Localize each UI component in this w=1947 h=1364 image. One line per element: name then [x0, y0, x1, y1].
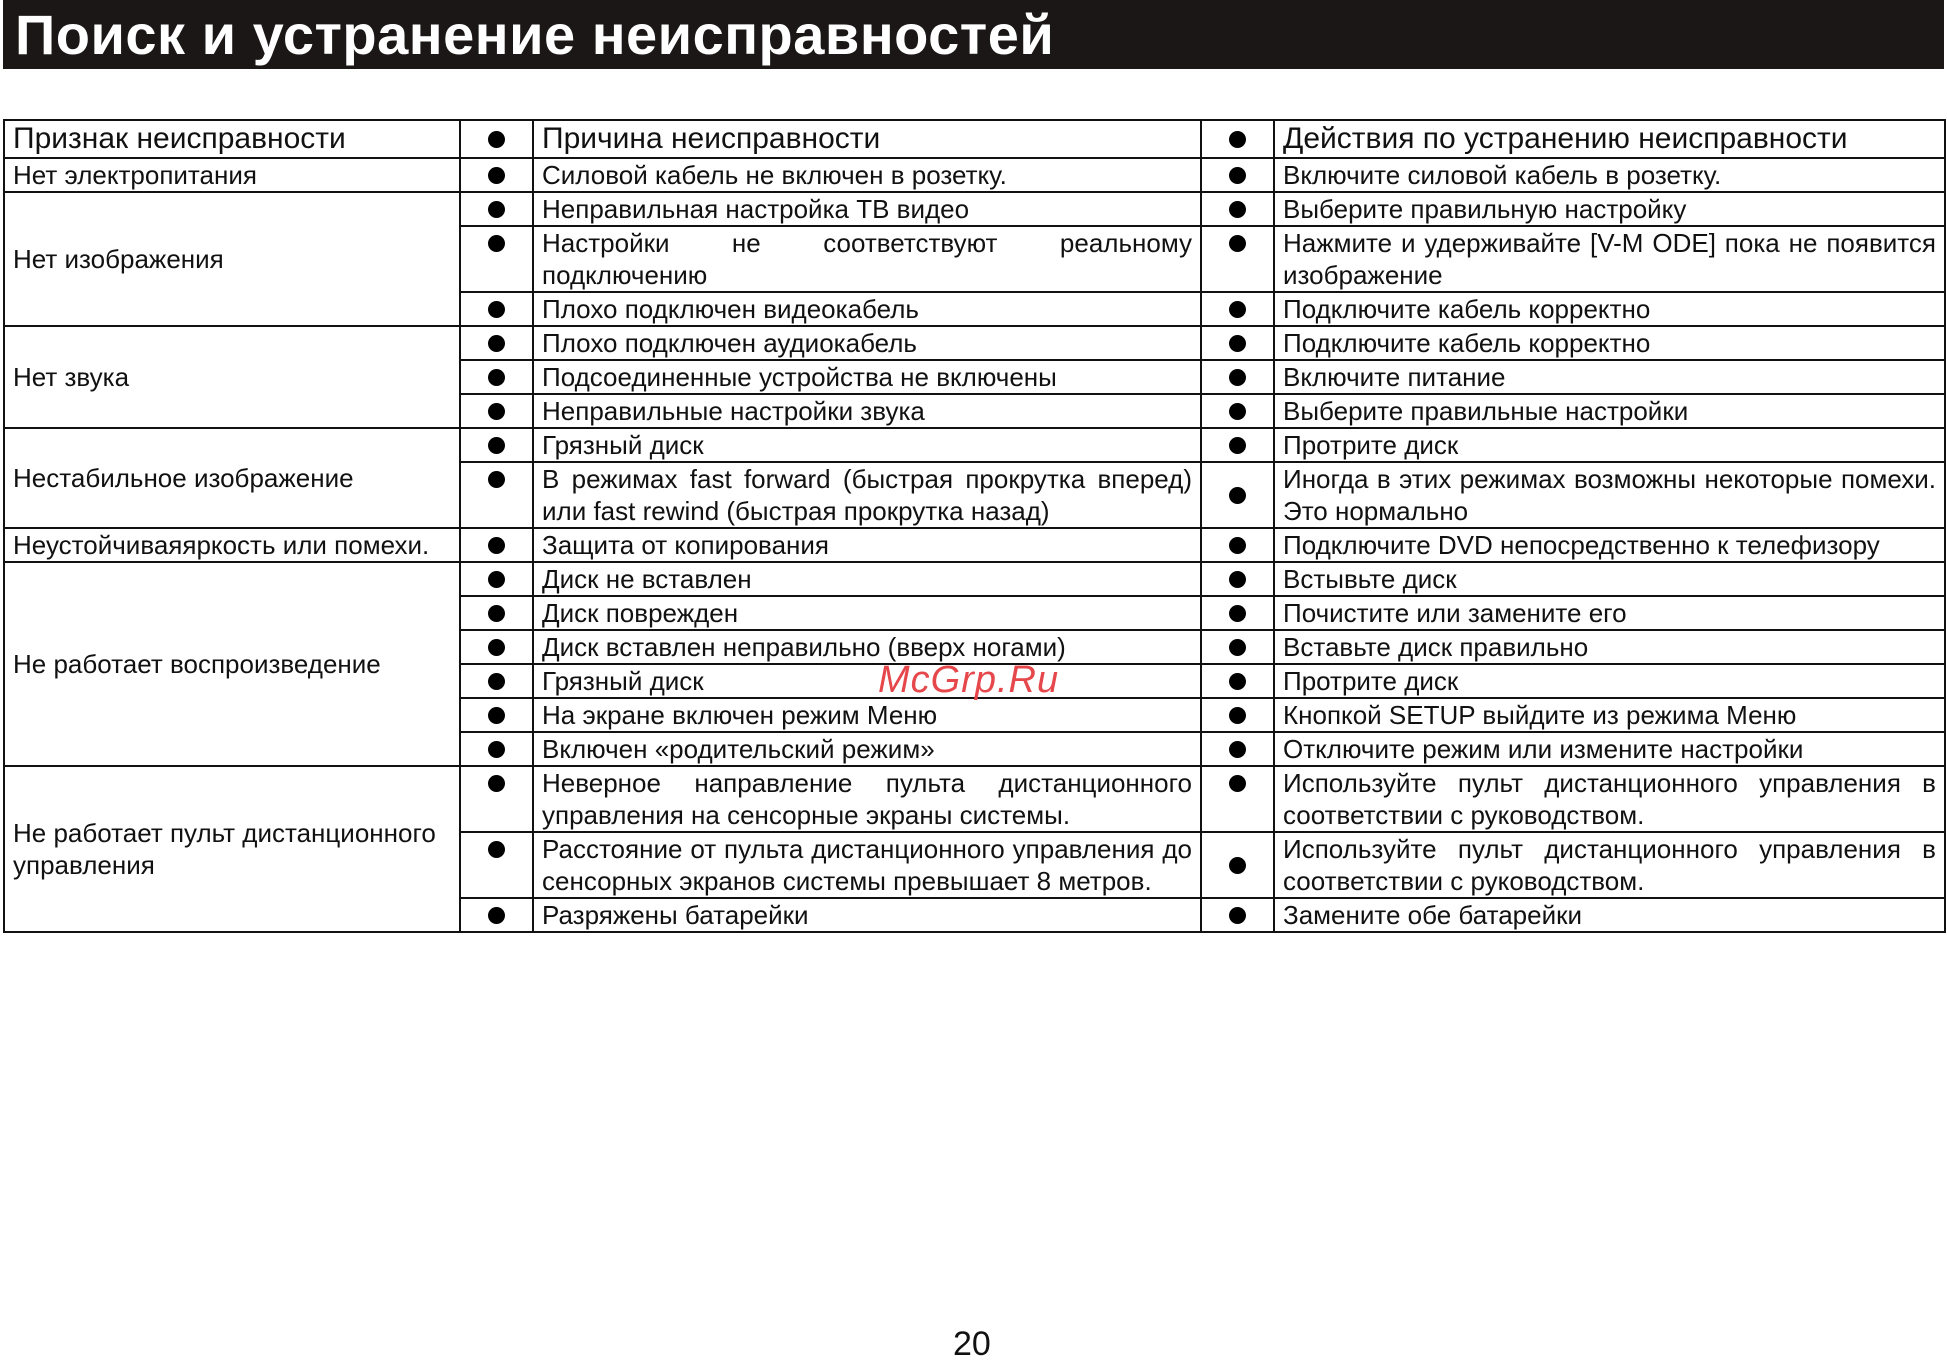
- symptom-cell: Нет электропитания: [4, 158, 460, 192]
- header-symptom: Признак неисправности: [4, 120, 460, 158]
- cause-cell: Грязный диск: [533, 664, 1201, 698]
- bullet-icon: [1229, 131, 1246, 148]
- symptom-cell: Нет изображения: [4, 192, 460, 326]
- cause-cell: Неправильная настройка ТВ видео: [533, 192, 1201, 226]
- bullet-icon: [488, 335, 505, 352]
- action-cell: Протрите диск: [1274, 428, 1945, 462]
- bullet-icon: [1229, 167, 1246, 184]
- bullet-icon: [1229, 775, 1246, 792]
- bullet-icon: [488, 775, 505, 792]
- cause-cell: На экране включен режим Меню: [533, 698, 1201, 732]
- action-cell: Отключите режим или измените настройки: [1274, 732, 1945, 766]
- cause-bullet-cell: [460, 428, 533, 462]
- bullet-icon: [488, 707, 505, 724]
- table-row: [4, 326, 1945, 360]
- cause-cell: Подсоединенные устройства не включены: [533, 360, 1201, 394]
- cause-bullet-cell: [460, 898, 533, 932]
- action-bullet-cell: [1201, 732, 1274, 766]
- cause-cell: Включен «родительский режим»: [533, 732, 1201, 766]
- cause-cell: Плохо подключен аудиокабель: [533, 326, 1201, 360]
- bullet-icon: [488, 537, 505, 554]
- cause-bullet-cell: [460, 394, 533, 428]
- bullet-icon: [488, 907, 505, 924]
- action-bullet-cell: [1201, 698, 1274, 732]
- action-bullet-cell: [1201, 766, 1274, 832]
- action-cell: Включите питание: [1274, 360, 1945, 394]
- cause-bullet-cell: [460, 528, 533, 562]
- action-cell: Выберите правильные настройки: [1274, 394, 1945, 428]
- cause-bullet-cell: [460, 630, 533, 664]
- header-action: Действия по устранению неисправности: [1274, 120, 1945, 158]
- bullet-icon: [488, 167, 505, 184]
- action-cell: Нажмите и удерживайте [V-M ODE] пока не появится изображение: [1274, 226, 1945, 292]
- action-cell: Подключите DVD непосредственно к телефизору: [1274, 528, 1945, 562]
- bullet-icon: [488, 235, 505, 252]
- cause-bullet-cell: [460, 226, 533, 292]
- action-cell: Почистите или замените его: [1274, 596, 1945, 630]
- cause-cell: Неправильные настройки звука: [533, 394, 1201, 428]
- action-bullet-cell: [1201, 596, 1274, 630]
- bullet-icon: [1229, 907, 1246, 924]
- action-cell: Включите силовой кабель в розетку.: [1274, 158, 1945, 192]
- bullet-icon: [1229, 437, 1246, 454]
- cause-cell: Расстояние от пульта дистанционного управления до сенсорных экранов системы превышает 8 метров.: [533, 832, 1201, 898]
- action-bullet-cell: [1201, 462, 1274, 528]
- bullet-icon: [1229, 487, 1246, 504]
- cause-cell: Диск не вставлен: [533, 562, 1201, 596]
- header-cause: Причина неисправности: [533, 120, 1201, 158]
- bullet-icon: [488, 131, 505, 148]
- cause-cell: Разряжены батарейки: [533, 898, 1201, 932]
- action-bullet-cell: [1201, 394, 1274, 428]
- bullet-icon: [488, 605, 505, 622]
- bullet-icon: [1229, 741, 1246, 758]
- action-bullet-cell: [1201, 326, 1274, 360]
- bullet-icon: [488, 471, 505, 488]
- bullet-icon: [1229, 369, 1246, 386]
- page-title: Поиск и устранение неисправностей: [15, 3, 1055, 66]
- cause-bullet-cell: [460, 360, 533, 394]
- bullet-icon: [488, 741, 505, 758]
- action-bullet-cell: [1201, 664, 1274, 698]
- table-row: [4, 428, 1945, 462]
- action-bullet-cell: [1201, 562, 1274, 596]
- cause-cell: Неверное направление пульта дистанционного управления на сенсорные экраны системы.: [533, 766, 1201, 832]
- cause-bullet-cell: [460, 766, 533, 832]
- cause-bullet-cell: [460, 462, 533, 528]
- action-cell: Замените обе батарейки: [1274, 898, 1945, 932]
- bullet-icon: [1229, 235, 1246, 252]
- bullet-icon: [1229, 335, 1246, 352]
- bullet-icon: [1229, 201, 1246, 218]
- action-cell: Иногда в этих режимах возможны некоторые помехи. Это нормально: [1274, 462, 1945, 528]
- symptom-cell: Не работает воспроизведение: [4, 562, 460, 766]
- bullet-icon: [488, 437, 505, 454]
- table-row: [4, 158, 1945, 192]
- cause-bullet-cell: [460, 832, 533, 898]
- watermark: McGrp.Ru: [878, 659, 1060, 701]
- cause-bullet-cell: [460, 326, 533, 360]
- bullet-icon: [488, 369, 505, 386]
- cause-bullet-cell: [460, 192, 533, 226]
- action-cell: Используйте пульт дистанционного управления в соответствии с руководством.: [1274, 832, 1945, 898]
- header-bullet-cause: [460, 120, 533, 158]
- cause-bullet-cell: [460, 562, 533, 596]
- action-cell: Кнопкой SETUP выйдите из режима Меню: [1274, 698, 1945, 732]
- cause-cell: Грязный диск: [533, 428, 1201, 462]
- cause-bullet-cell: [460, 292, 533, 326]
- action-bullet-cell: [1201, 630, 1274, 664]
- cause-bullet-cell: [460, 158, 533, 192]
- action-bullet-cell: [1201, 428, 1274, 462]
- action-bullet-cell: [1201, 360, 1274, 394]
- bullet-icon: [1229, 403, 1246, 420]
- action-cell: Подключите кабель корректно: [1274, 292, 1945, 326]
- action-cell: Выберите правильную настройку: [1274, 192, 1945, 226]
- action-cell: Протрите диск: [1274, 664, 1945, 698]
- cause-bullet-cell: [460, 664, 533, 698]
- page-number: 20: [953, 1325, 991, 1363]
- bullet-icon: [488, 403, 505, 420]
- symptom-cell: Неустойчиваяяркость или помехи.: [4, 528, 460, 562]
- action-bullet-cell: [1201, 192, 1274, 226]
- header-bullet-action: [1201, 120, 1274, 158]
- bullet-icon: [1229, 707, 1246, 724]
- cause-bullet-cell: [460, 732, 533, 766]
- action-bullet-cell: [1201, 226, 1274, 292]
- action-bullet-cell: [1201, 292, 1274, 326]
- bullet-icon: [488, 639, 505, 656]
- cause-cell: Настройки не соответствуют реальному подключению: [533, 226, 1201, 292]
- bullet-icon: [1229, 605, 1246, 622]
- cause-cell: Плохо подключен видеокабель: [533, 292, 1201, 326]
- bullet-icon: [1229, 537, 1246, 554]
- bullet-icon: [1229, 673, 1246, 690]
- bullet-icon: [488, 201, 505, 218]
- symptom-cell: Нет звука: [4, 326, 460, 428]
- action-bullet-cell: [1201, 832, 1274, 898]
- bullet-icon: [488, 673, 505, 690]
- symptom-cell: Не работает пульт дистанционного управления: [4, 766, 460, 932]
- symptom-cell: Нестабильное изображение: [4, 428, 460, 528]
- action-cell: Подключите кабель корректно: [1274, 326, 1945, 360]
- table-row: [4, 192, 1945, 226]
- table-row: [4, 562, 1945, 596]
- table-row: [4, 528, 1945, 562]
- header-row: [4, 120, 1945, 158]
- title-bar: [3, 0, 1944, 69]
- bullet-icon: [488, 301, 505, 318]
- bullet-icon: [488, 841, 505, 858]
- cause-cell: Силовой кабель не включен в розетку.: [533, 158, 1201, 192]
- action-cell: Встывьте диск: [1274, 562, 1945, 596]
- cause-bullet-cell: [460, 698, 533, 732]
- cause-cell: Защита от копирования: [533, 528, 1201, 562]
- action-bullet-cell: [1201, 158, 1274, 192]
- troubleshooting-table: [3, 119, 1946, 933]
- bullet-icon: [488, 571, 505, 588]
- action-bullet-cell: [1201, 528, 1274, 562]
- cause-cell: В режимах fast forward (быстрая прокрутка вперед) или fast rewind (быстрая прокрутка назад): [533, 462, 1201, 528]
- table-row: [4, 766, 1945, 832]
- cause-bullet-cell: [460, 596, 533, 630]
- action-bullet-cell: [1201, 898, 1274, 932]
- action-cell: Вставьте диск правильно: [1274, 630, 1945, 664]
- bullet-icon: [1229, 301, 1246, 318]
- cause-cell: Диск вставлен неправильно (вверх ногами): [533, 630, 1201, 664]
- bullet-icon: [1229, 857, 1246, 874]
- action-cell: Используйте пульт дистанционного управления в соответствии с руководством.: [1274, 766, 1945, 832]
- bullet-icon: [1229, 639, 1246, 656]
- cause-cell: Диск поврежден: [533, 596, 1201, 630]
- bullet-icon: [1229, 571, 1246, 588]
